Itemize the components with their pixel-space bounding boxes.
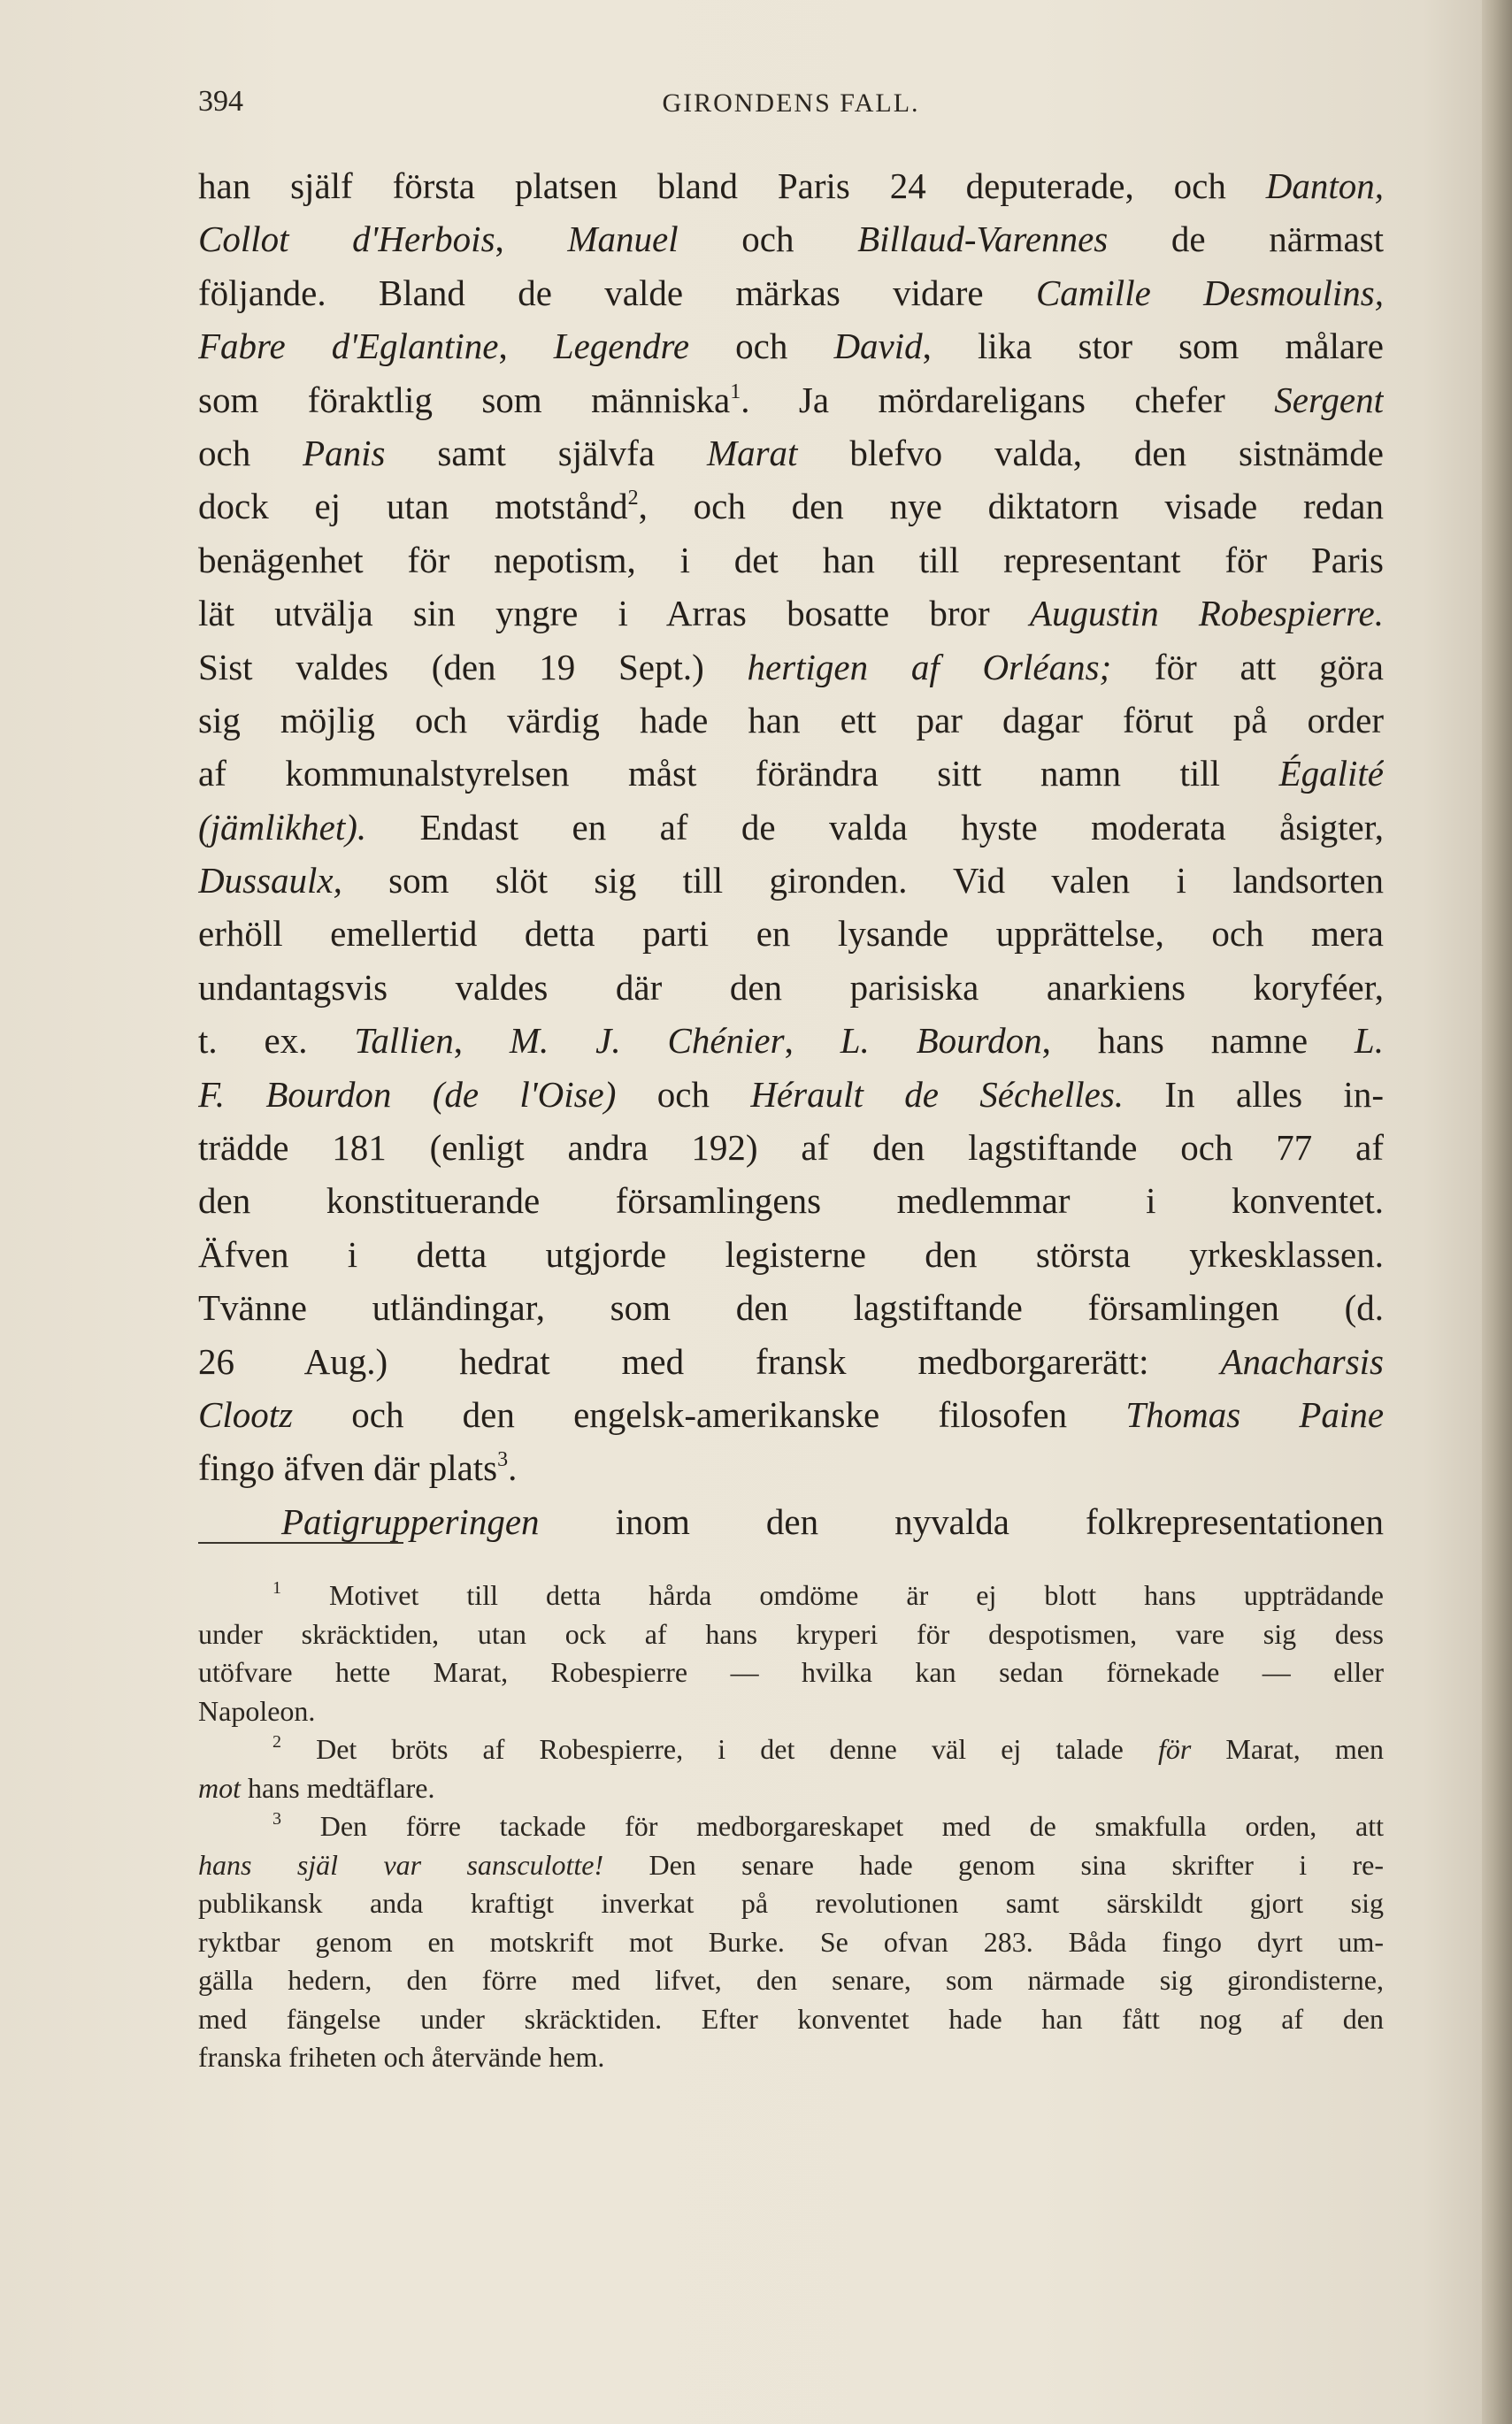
body-line: Patigrupperingen inom den nyvalda folkrepresentationen bbox=[281, 1500, 1384, 1542]
footnote-line: under skräcktiden, utan ock af hans kryperi för despotismen, vare sig dess bbox=[198, 1617, 1384, 1650]
body-line: följande. Bland de valde märkas vidare Camille Desmoulins, bbox=[198, 272, 1384, 313]
footnote-line: $^3$ Den förre tackade för medborgareskapet med de smakfulla orden, att bbox=[272, 1809, 1384, 1842]
body-line: Dussaulx, som slöt sig till gironden. Vid valen i landsorten bbox=[198, 860, 1384, 901]
footnote-line: $^1$ Motivet till detta hårda omdöme är ej blott hans uppträdande bbox=[272, 1578, 1384, 1611]
body-line: t. ex. Tallien, M. J. Chénier, L. Bourdon, hans namne L. bbox=[198, 1020, 1384, 1062]
footnote-line: Napoleon. bbox=[198, 1694, 316, 1727]
footnote-line: mot hans medtäflare. bbox=[198, 1771, 435, 1804]
page-number: 394 bbox=[198, 85, 243, 118]
page-header bbox=[198, 85, 1384, 138]
body-line: dock ej utan motstånd$^2$, och den nye diktatorn visade redan bbox=[198, 486, 1384, 527]
footnote-ref: 1 bbox=[730, 380, 741, 403]
body-line: trädde 181 (enligt andra 192) af den lagstiftande och 77 af bbox=[198, 1127, 1384, 1169]
footnotes bbox=[198, 1576, 1384, 2077]
body-line: lät utvälja sin yngre i Arras bosatte bror Augustin Robespierre. bbox=[198, 593, 1384, 634]
page-edge bbox=[1482, 0, 1512, 2424]
running-title: GIRONDENS FALL. bbox=[662, 88, 920, 118]
body-line: (jämlikhet). Endast en af de valda hyste moderata åsigter, bbox=[198, 806, 1384, 848]
body-line: fingo äfven där plats$^3$. bbox=[198, 1447, 518, 1489]
body-line: Tvänne utländingar, som den lagstiftande församlingen (d. bbox=[198, 1287, 1384, 1329]
body-line: erhöll emellertid detta parti en lysande upprättelse, och mera bbox=[198, 913, 1384, 955]
footnote-marker: 3 bbox=[272, 1809, 281, 1829]
body-line: sig möjlig och värdig hade han ett par dagar förut på order bbox=[198, 699, 1384, 740]
body-text bbox=[198, 159, 1384, 1548]
footnote-line: publikansk anda kraftigt inverkat på revolutionen samt särskildt gjort sig bbox=[198, 1887, 1384, 1919]
body-line: Sist valdes (den 19 Sept.) hertigen af Orléans; för att göra bbox=[198, 646, 1384, 687]
footnote-line: gälla hedern, den förre med lifvet, den senare, som närmade sig girondisterne, bbox=[198, 1964, 1384, 1996]
body-line: Äfven i detta utgjorde legisterne den största yrkesklassen. bbox=[198, 1233, 1384, 1275]
footnote-line: hans själ var sansculotte! Den senare hade genom sina skrifter i re- bbox=[198, 1848, 1384, 1881]
footnote-line: utöfvare hette Marat, Robespierre — hvilka kan sedan förnekade — eller bbox=[198, 1656, 1384, 1688]
footnote-line: med fängelse under skräcktiden. Efter konventet hade han fått nog af den bbox=[198, 2002, 1384, 2035]
body-line: undantagsvis valdes där den parisiska anarkiens koryféer, bbox=[198, 966, 1384, 1008]
footnote-divider bbox=[198, 1542, 403, 1544]
body-line: han själf första platsen bland Paris 24 deputerade, och Danton, bbox=[198, 165, 1384, 206]
body-line: och Panis samt självfa Marat blefvo valda, den sistnämde bbox=[198, 432, 1384, 473]
body-line: af kommunalstyrelsen måst förändra sitt namn till Égalité bbox=[198, 753, 1384, 794]
body-line: F. Bourdon (de l'Oise) och Hérault de Séchelles. In alles in- bbox=[198, 1073, 1384, 1115]
body-line: Collot d'Herbois, Manuel och Billaud-Varennes de närmast bbox=[198, 219, 1384, 260]
footnote-marker: 1 bbox=[272, 1578, 281, 1598]
footnote-ref: 2 bbox=[627, 487, 639, 510]
body-line: Clootz och den engelsk-amerikanske filosofen Thomas Paine bbox=[198, 1393, 1384, 1435]
footnote-line: $^2$ Det bröts af Robespierre, i det denne väl ej talade för Marat, men bbox=[272, 1732, 1384, 1765]
body-line: Fabre d'Eglantine, Legendre och David, lika stor som målare bbox=[198, 326, 1384, 367]
footnote-line: ryktbar genom en motskrift mot Burke. Se ofvan 283. Båda fingo dyrt um- bbox=[198, 1925, 1384, 1958]
body-line: som föraktlig som människa$^1$. Ja mördareligans chefer Sergent bbox=[198, 379, 1384, 420]
body-line: benägenhet för nepotism, i det han till representant för Paris bbox=[198, 539, 1384, 580]
footnote-ref: 3 bbox=[497, 1448, 509, 1472]
body-line: den konstituerande församlingens medlemmar i konventet. bbox=[198, 1180, 1384, 1222]
footnote-line: franska friheten och återvände hem. bbox=[198, 2041, 605, 2073]
body-line: 26 Aug.) hedrat med fransk medborgarerätt: Anacharsis bbox=[198, 1340, 1384, 1382]
footnote-marker: 2 bbox=[272, 1732, 281, 1752]
